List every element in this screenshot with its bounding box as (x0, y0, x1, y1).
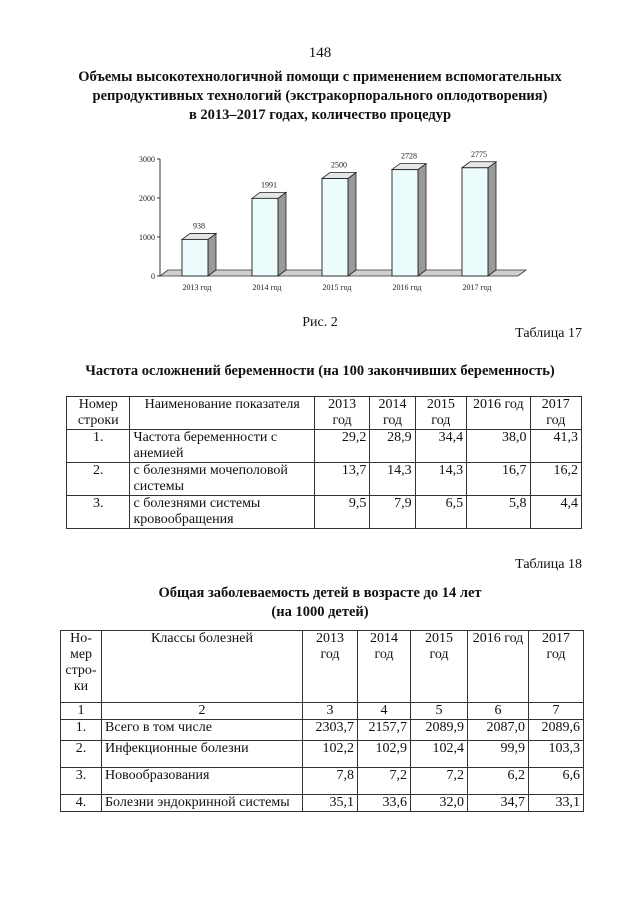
table-cell: 14,3 (370, 463, 415, 496)
row-number: 2. (61, 741, 102, 768)
column-number: 7 (529, 703, 584, 720)
figure-title-line-2: репродуктивных технологий (экстракорпорального оплодотворения) (92, 88, 548, 104)
x-tick-label: 2017 год (462, 283, 492, 292)
y-tick-label: 3000 (139, 155, 155, 164)
row-number: 2. (67, 463, 130, 496)
table-cell: 5,8 (467, 496, 530, 529)
figure-title-line-3: в 2013–2017 годах, количество процедур (188, 107, 452, 123)
table17-header-cell: 2017 год (530, 397, 581, 430)
table17-header-row (67, 397, 582, 430)
y-tick-label: 2000 (139, 194, 155, 203)
bar-side (418, 164, 426, 276)
bar-data-label: 2500 (331, 160, 347, 170)
y-tick-label: 1000 (139, 233, 155, 242)
disease-class-name: Болезни эндокринной системы (102, 795, 303, 812)
table17 (66, 396, 582, 529)
table18-title (50, 584, 590, 622)
table-cell: 35,1 (303, 795, 358, 812)
table-cell: 6,5 (415, 496, 466, 529)
disease-class-name: Всего в том числе (102, 720, 303, 741)
table18-header-cell: 2017 год (529, 631, 584, 703)
table-cell: 32,0 (411, 795, 468, 812)
table-cell: 9,5 (314, 496, 369, 529)
disease-class-name: Новообразования (102, 768, 303, 795)
table-cell: 2089,6 (529, 720, 584, 741)
row-number: 1. (61, 720, 102, 741)
bar-data-label: 2728 (401, 151, 417, 161)
table-cell: 41,3 (530, 430, 581, 463)
bar (392, 170, 418, 276)
table-cell: 34,4 (415, 430, 466, 463)
table-cell: 16,7 (467, 463, 530, 496)
table17-label: Таблица 17 (515, 326, 582, 341)
x-tick-label: 2013 год (182, 283, 212, 292)
table18-header-cell: 2016 год (468, 631, 529, 703)
table18-label: Таблица 18 (515, 557, 582, 572)
bar (182, 239, 208, 276)
table-cell: 99,9 (468, 741, 529, 768)
column-number: 6 (468, 703, 529, 720)
column-number: 4 (358, 703, 411, 720)
table-cell: 6,6 (529, 768, 584, 795)
table18-title-line-1: Общая заболеваемость детей в возрасте до 14 лет (158, 585, 482, 601)
table17-header-cell: Наименование показателя (130, 397, 314, 430)
table-cell: 33,1 (529, 795, 584, 812)
table18-title-line-2: (на 1000 детей) (271, 604, 369, 620)
table-cell: 2303,7 (303, 720, 358, 741)
bar-side (278, 192, 286, 276)
row-number: 4. (61, 795, 102, 812)
table-row (61, 741, 584, 768)
table-cell: 103,3 (529, 741, 584, 768)
table-cell: 7,8 (303, 768, 358, 795)
table17-header-cell: 2015 год (415, 397, 466, 430)
table-cell: 102,4 (411, 741, 468, 768)
bar-side (348, 173, 356, 277)
table-cell: 7,2 (411, 768, 468, 795)
table18-header-cell: 2015 год (411, 631, 468, 703)
table-cell: 14,3 (415, 463, 466, 496)
disease-class-name: Инфекционные болезни (102, 741, 303, 768)
table-row (61, 768, 584, 795)
table-cell: 7,9 (370, 496, 415, 529)
bar-data-label: 938 (193, 221, 205, 231)
x-tick-label: 2015 год (322, 283, 352, 292)
table18-header-cell: 2014 год (358, 631, 411, 703)
figure-title-line-1: Объемы высокотехнологичной помощи с применением вспомогательных (78, 69, 562, 85)
bar-side (208, 233, 216, 276)
table18-header-cell: Классы болезней (102, 631, 303, 703)
table-cell: 2087,0 (468, 720, 529, 741)
table-cell: 28,9 (370, 430, 415, 463)
bar-side (488, 162, 496, 276)
row-number: 3. (67, 496, 130, 529)
table17-header-cell: Номер строки (67, 397, 130, 430)
table18-header-cell: Но-мер стро-ки (61, 631, 102, 703)
table-cell: 29,2 (314, 430, 369, 463)
indicator-name: Частота беременности с анемией (130, 430, 314, 463)
table-cell: 102,2 (303, 741, 358, 768)
table17-header-cell: 2014 год (370, 397, 415, 430)
table-row (61, 795, 584, 812)
table17-header-cell: 2016 год (467, 397, 530, 430)
indicator-name: с болезнями мочеполовой системы (130, 463, 314, 496)
table-cell: 34,7 (468, 795, 529, 812)
row-number: 1. (67, 430, 130, 463)
table-cell: 7,2 (358, 768, 411, 795)
table-cell: 38,0 (467, 430, 530, 463)
x-tick-label: 2016 год (392, 283, 422, 292)
column-number: 3 (303, 703, 358, 720)
column-number: 5 (411, 703, 468, 720)
y-tick-label: 0 (151, 272, 155, 281)
bar (462, 168, 488, 276)
page-number: 148 (308, 45, 332, 61)
table-cell: 2089,9 (411, 720, 468, 741)
table-row (67, 430, 582, 463)
table-cell: 33,6 (358, 795, 411, 812)
figure-title (50, 68, 590, 125)
indicator-name: с болезнями системы кровообращения (130, 496, 314, 529)
table-row (67, 496, 582, 529)
bar-chart (110, 140, 530, 305)
bar (322, 179, 348, 277)
table-cell: 16,2 (530, 463, 581, 496)
column-number: 2 (102, 703, 303, 720)
figure-caption: Рис. 2 (302, 315, 338, 330)
table-cell: 6,2 (468, 768, 529, 795)
table18-column-numbers-row (61, 703, 584, 720)
table-cell: 2157,7 (358, 720, 411, 741)
table18 (60, 630, 584, 812)
bar-data-label: 1991 (261, 180, 277, 190)
x-tick-label: 2014 год (252, 283, 282, 292)
table18-header-cell: 2013 год (303, 631, 358, 703)
table-cell: 4,4 (530, 496, 581, 529)
column-number: 1 (61, 703, 102, 720)
table17-title: Частота осложнений беременности (на 100 закончивших беременность) (85, 363, 555, 379)
table-row (61, 720, 584, 741)
table-cell: 13,7 (314, 463, 369, 496)
bar-data-label: 2775 (471, 149, 487, 159)
bar (252, 198, 278, 276)
table-row (67, 463, 582, 496)
table17-header-cell: 2013 год (314, 397, 369, 430)
table-cell: 102,9 (358, 741, 411, 768)
table18-header-row (61, 631, 584, 703)
row-number: 3. (61, 768, 102, 795)
